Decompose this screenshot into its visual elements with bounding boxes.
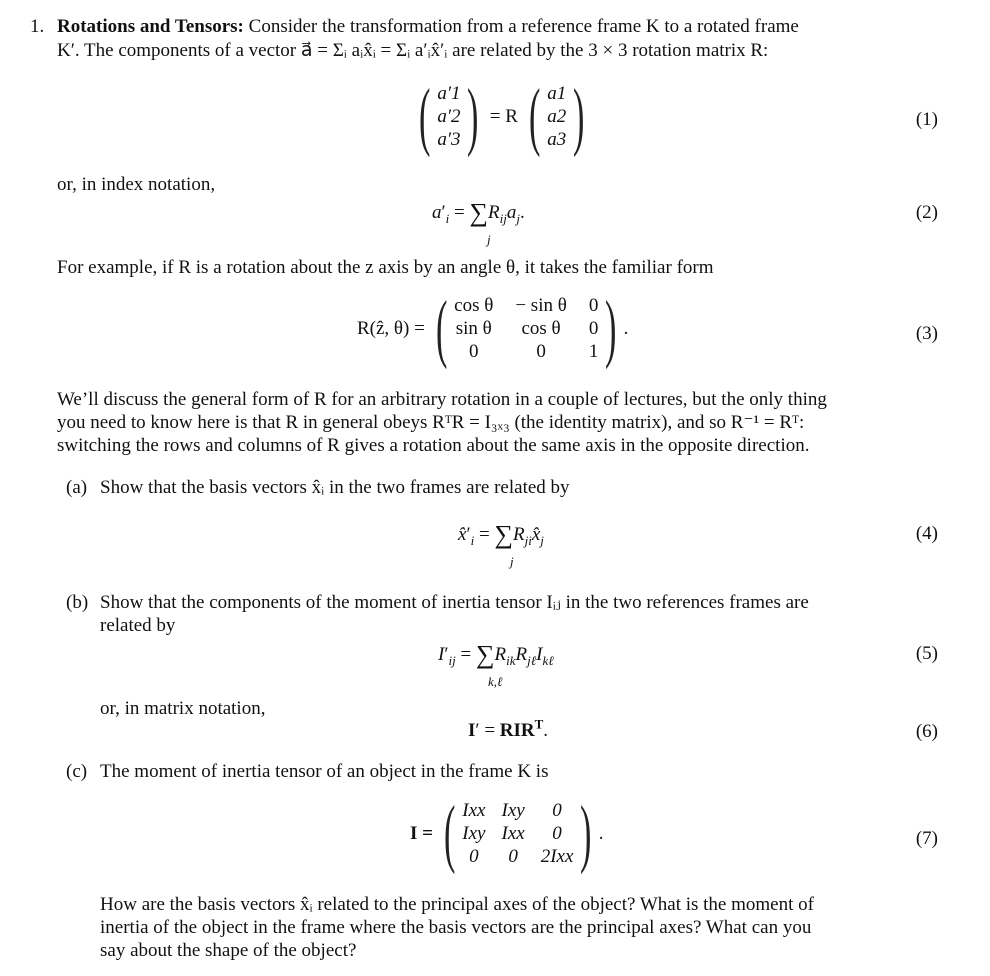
matrix-cell: 0 [552, 822, 562, 844]
equation-number-5: (5) [915, 643, 938, 664]
matrix-cell: Ixy [462, 822, 486, 844]
equation-2: $a'_i = \sum R_{ij}a_j$. j [432, 198, 525, 247]
paragraph-line-1: We’ll discuss the general form of R for an arbitrary rotation in a couple of lectures, but the only thing [57, 389, 827, 410]
equation-5: $I'_{ij} = \sum R_{ik}R_{j\ell}I_{k\ell}$ k,ℓ [438, 640, 554, 689]
part-c-text: The moment of inertia tensor of an object in the frame K is [100, 761, 549, 782]
equals-r: = R [489, 105, 518, 127]
vector-entry: a′2 [437, 105, 461, 127]
matrix-cell: − sin θ [515, 294, 567, 316]
right-paren: ) [467, 74, 479, 158]
equation-number-3: (3) [915, 323, 938, 344]
right-paren: ) [580, 791, 592, 875]
equation-1 [412, 74, 592, 158]
equation-number-7: (7) [915, 828, 938, 849]
matrix-cell: 0 [508, 845, 518, 867]
vector-entry: a′3 [437, 128, 461, 150]
rotation-matrix [454, 294, 598, 363]
equation-number-6: (6) [915, 721, 938, 742]
matrix-cell: cos θ [454, 294, 494, 316]
right-paren: ) [605, 286, 617, 370]
matrix-cell: cos θ [521, 317, 561, 339]
left-paren: ( [418, 74, 431, 158]
equation-number-1: (1) [915, 109, 938, 130]
part-b-label: (b) [66, 592, 89, 613]
part-a-text: Show that the basis vectors x̂ᵢ in the two frames are related by [100, 477, 570, 498]
matrix-cell: Ixy [501, 799, 525, 821]
matrix-cell: 0 [536, 340, 546, 362]
primed-vector [437, 82, 460, 151]
vector-entry: a3 [547, 128, 567, 150]
matrix-cell: 0 [469, 845, 479, 867]
problem-intro-1: Consider the transformation from a reference frame K to a rotated frame [248, 16, 799, 37]
right-paren: ) [573, 74, 585, 158]
part-c-question-3: say about the shape of the object? [100, 940, 357, 961]
problem-title-line [57, 15, 799, 38]
paragraph-line-3: switching the rows and columns of R gives a rotation about the same axis in the opposite direction. [57, 435, 810, 456]
matrix-cell: 1 [588, 340, 599, 362]
left-paren: ( [528, 74, 541, 158]
example-text: For example, if R is a rotation about the z axis by an angle θ, it takes the familiar form [57, 257, 714, 278]
part-c-label: (c) [66, 761, 88, 782]
left-paren: ( [443, 791, 456, 875]
problem-number: 1. [30, 16, 45, 37]
part-b-line-2: related by [100, 615, 176, 636]
rotation-lhs: R(ẑ, θ) = [357, 317, 425, 339]
unprimed-vector [547, 82, 566, 151]
equation-7: I = ( Ixx Ixy 0 Ixy Ixx 0 0 0 2Ixx ) . [410, 791, 604, 875]
matrix-cell: 0 [468, 340, 479, 362]
equation-3: R(ẑ, θ) = ( cos θ − sin θ 0 sin θ cos θ 0 0 0 1 ) . [357, 286, 629, 370]
inertia-matrix [462, 799, 573, 868]
matrix-cell: 0 [552, 799, 562, 821]
part-a-label: (a) [66, 477, 88, 498]
part-c-question-1: How are the basis vectors x̂ᵢ related to the principal axes of the object? What is the moment of [100, 894, 814, 915]
equation-4: $x̂'_i$ = $\sum R_{ji}x̂_j$ j [458, 520, 544, 569]
equation-number-2: (2) [915, 202, 938, 223]
paragraph-line-2: you need to know here is that R in general obeys RᵀR = I₃ₓ₃ (the identity matrix), and so R⁻¹ = Rᵀ: [57, 412, 805, 433]
equation-6: $I' = RIR^T$. [468, 716, 549, 741]
vector-entry: a1 [547, 82, 567, 104]
matrix-cell: 0 [588, 294, 599, 316]
index-notation-text: or, in index notation, [57, 174, 216, 195]
matrix-cell: 0 [588, 317, 599, 339]
vector-entry: a2 [547, 105, 567, 127]
matrix-cell: Ixx [501, 822, 525, 844]
inertia-lhs: I = [410, 822, 433, 844]
problem-title: Rotations and Tensors: [57, 16, 244, 37]
left-paren: ( [435, 286, 448, 370]
part-b-line-1: Show that the components of the moment of inertia tensor Iᵢⱼ in the two references frames are [100, 592, 809, 613]
part-c-question-2: inertia of the object in the frame where the basis vectors are the principal axes? What can you [100, 917, 812, 938]
vector-entry: a′1 [437, 82, 461, 104]
equation-number-4: (4) [915, 523, 938, 544]
matrix-notation-text: or, in matrix notation, [100, 698, 266, 719]
matrix-cell: 2Ixx [540, 845, 574, 867]
matrix-cell: sin θ [455, 317, 492, 339]
matrix-cell: Ixx [462, 799, 486, 821]
problem-intro-2: K′. The components of a vector a⃗ = Σᵢ aᵢx̂ᵢ = Σᵢ a′ᵢx̂′ᵢ are related by the 3 × 3 rotation matrix R: [57, 40, 769, 61]
